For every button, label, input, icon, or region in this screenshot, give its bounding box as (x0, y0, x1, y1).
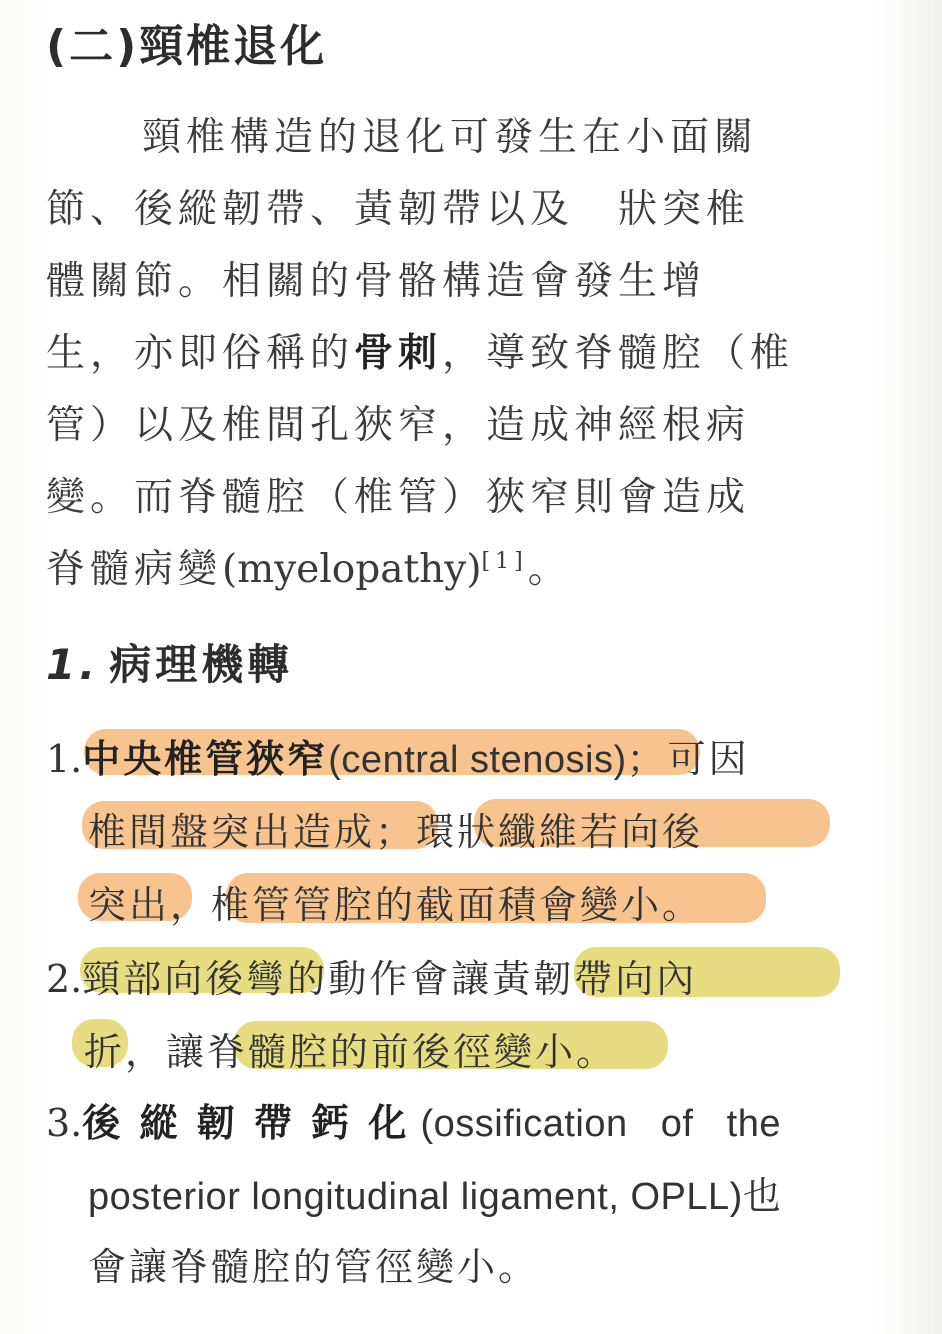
list-item-line (88, 874, 703, 929)
highlighted-text: 環狀纖維若向後 (416, 810, 704, 854)
citation: [1] (481, 549, 528, 574)
list-item-line: 會讓脊髓腔的管徑變小。 (88, 1245, 540, 1289)
list-number: 2. (46, 957, 83, 1001)
list-item-line (46, 1092, 781, 1147)
item-text: ；可因 (626, 737, 750, 781)
list-number: 3. (46, 1101, 83, 1145)
item-text: ，讓 (125, 1030, 208, 1074)
page-edge-shadow (902, 0, 942, 1334)
subsection-heading (46, 632, 293, 692)
paragraph-line: 節、後縱韌帶、黃韌帶以及 狀突椎 (46, 187, 751, 232)
paragraph-text: 生，亦即俗稱的 (46, 331, 355, 376)
list-item-line (46, 948, 697, 1003)
item-text: 。 (576, 1030, 618, 1074)
highlighted-text: 椎管管腔的截面積會變小 (211, 883, 663, 927)
list-item-line (88, 801, 703, 856)
item-text: 的動作會讓 (287, 957, 493, 1001)
list-item-line (46, 728, 750, 783)
paragraph-line: 體關節。相關的骨骼構造會發生增 (46, 259, 707, 304)
highlighted-text: 頸部向後彎 (82, 957, 288, 1001)
section-title: (二)頸椎退化 (46, 21, 328, 72)
latin-term: (myelopathy) (222, 547, 482, 592)
bold-term: 骨刺 (354, 331, 443, 376)
list-item-line (84, 1021, 617, 1076)
paragraph-line: 變。而脊髓腔（椎管）狹窄則會造成 (46, 475, 751, 520)
subsection-number: 1. (46, 640, 100, 689)
highlighted-term: 中央椎管狹窄 (82, 737, 329, 781)
paragraph-line (46, 538, 572, 594)
highlighted-text: 折 (84, 1030, 126, 1074)
paragraph-text: ，導致脊髓腔（椎 (442, 331, 795, 376)
highlighted-text: 脊髓腔的前後徑變小 (207, 1030, 577, 1074)
paragraph-line: 管）以及椎間孔狹窄，造成神經根病 (46, 403, 751, 448)
paragraph-line (46, 322, 794, 378)
item-text: 。 (662, 883, 704, 927)
latin-term: (ossification of the (409, 1103, 781, 1145)
list-number: 1. (46, 737, 83, 781)
list-item-line: posterior longitudinal ligament, OPLL)也 (88, 1176, 782, 1218)
highlighted-text: 椎間盤突出造成 (88, 810, 376, 854)
item-text: ， (170, 883, 212, 927)
highlighted-text: 黃韌帶向內 (492, 957, 698, 1001)
item-text: ； (375, 810, 417, 854)
latin-term: (central stenosis) (328, 739, 627, 781)
paragraph-text: 。 (527, 547, 572, 592)
subsection-title: 病理機轉 (109, 640, 294, 689)
highlighted-text: 突出 (88, 883, 171, 927)
bold-term: 後 縱 韌 帶 鈣 化 (82, 1101, 410, 1145)
paragraph-line: 頸椎構造的退化可發生在小面關 (142, 115, 759, 160)
paragraph-text: 脊髓病變 (46, 547, 223, 592)
